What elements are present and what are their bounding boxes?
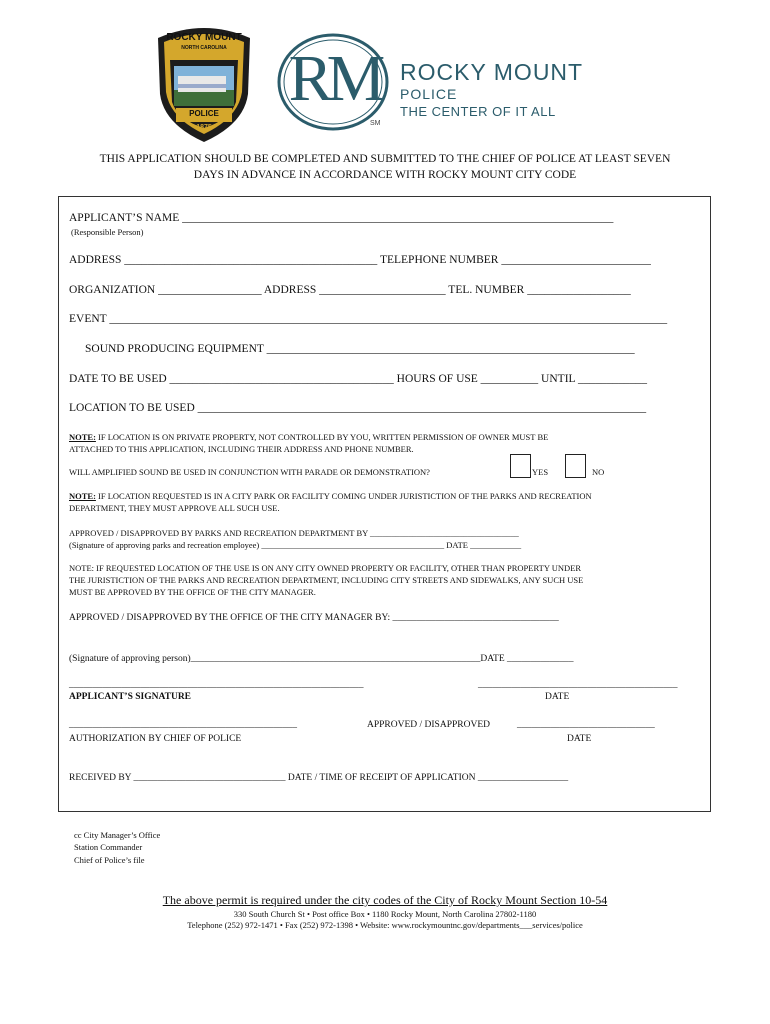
no-checkbox[interactable] [565,454,586,478]
note-city-property-line3: MUST BE APPROVED BY THE OFFICE OF THE CITY MANAGER. [69,587,316,597]
yes-checkbox[interactable] [510,454,531,478]
applicant-name-field[interactable]: APPLICANT’S NAME ___________________________________________________________________________ [69,212,614,224]
sound-equipment-field[interactable]: SOUND PRODUCING EQUIPMENT ________________________________________________________________ [85,343,635,355]
date-hours-field[interactable]: DATE TO BE USED _______________________________________ HOURS OF USE __________ UNTIL ____________ [69,373,647,385]
chief-authorization-label: AUTHORIZATION BY CHIEF OF POLICE [69,734,242,744]
note-city-property-line1: NOTE: IF REQUESTED LOCATION OF THE USE IS ON ANY CITY OWNED PROPERTY OR FACILITY, OTHER THAN PROPERTY UNDER [69,563,582,573]
chief-signature-line[interactable]: ________________________________________________ [69,720,297,730]
badge-state: NORTH CAROLINA [181,45,227,51]
brand-police: POLICE [400,86,458,102]
location-field[interactable]: LOCATION TO BE USED ______________________________________________________________________________ [69,402,647,414]
badge-year: 1875 [196,124,212,131]
city-manager-approval-field[interactable]: APPROVED / DISAPPROVED BY THE OFFICE OF THE CITY MANAGER BY: ___________________________________ [69,613,559,623]
parks-signature-field[interactable]: (Signature of approving parks and recreation employee) ___________________________________________ DATE ____________ [69,540,522,550]
instructions-line2: DAYS IN ADVANCE IN ACCORDANCE WITH ROCKY MOUNT CITY CODE [193,169,577,181]
rm-logo-letters: RM [288,42,380,115]
instructions [40,151,730,183]
brand-rocky-mount: ROCKY MOUNT [400,59,584,85]
approving-signature-field[interactable]: (Signature of approving person)_____________________________________________________________DATE ______________ [69,654,574,664]
cc-chief-file: Chief of Police’s file [74,855,145,865]
instructions-line1: THIS APPLICATION SHOULD BE COMPLETED AND SUBMITTED TO THE CHIEF OF POLICE AT LEAST SEVEN [99,153,671,165]
responsible-person-label: (Responsible Person) [71,227,144,237]
yes-label: YES [532,467,549,477]
no-label: NO [592,467,605,477]
cc-station-commander: Station Commander [74,842,143,852]
note-city-park-line2: DEPARTMENT, THEY MUST APPROVE ALL SUCH USE. [69,503,280,513]
footer-contact: Telephone (252) 972-1471 • Fax (252) 972-1398 • Website: www.rockymountnc.gov/departments___services/police [187,920,583,930]
brand-block [400,60,583,120]
amplified-sound-question: WILL AMPLIFIED SOUND BE USED IN CONJUNCTION WITH PARADE OR DEMONSTRATION? [69,467,430,477]
note-city-park-text: IF LOCATION REQUESTED IS IN A CITY PARK OR FACILITY COMING UNDER JURISTICTION OF THE PARKS AND RECREATION [95,491,592,501]
applicant-date-label: DATE [545,692,570,702]
note-city-property-line2: THE JURISTICTION OF THE PARKS AND RECREATION DEPARTMENT, INCLUDING CITY STREETS AND SIDEWALKS, ANY SUCH USE [69,575,584,585]
note-label: NOTE: [69,432,96,442]
badge-police-text: POLICE [189,109,219,118]
permit-statement: The above permit is required under the city codes of the City of Rocky Mount Section 10-54 [162,893,608,907]
note-city-park [69,491,592,501]
badge-title: ROCKY MOUNT [166,32,242,43]
event-field[interactable]: EVENT _________________________________________________________________________________________________ [69,313,668,325]
parks-approval-field[interactable]: APPROVED / DISAPPROVED BY PARKS AND RECREATION DEPARTMENT BY ___________________________________ [69,528,519,538]
received-by-field[interactable]: RECEIVED BY ________________________________ DATE / TIME OF RECEIPT OF APPLICATION ___________________ [69,773,569,783]
organization-field[interactable]: ORGANIZATION __________________ ADDRESS ______________________ TEL. NUMBER __________________ [69,284,631,296]
note-private-property-line2: ATTACHED TO THIS APPLICATION, INCLUDING THEIR ADDRESS AND PHONE NUMBER. [69,444,414,454]
approved-disapproved-label: APPROVED / DISAPPROVED [367,720,490,730]
note2-label: NOTE: [69,491,96,501]
chief-date-line[interactable]: _____________________________ [517,720,655,730]
brand-tagline: THE CENTER OF IT ALL [400,104,556,119]
service-mark: SM [370,120,381,127]
applicant-signature-label: APPLICANT’S SIGNATURE [69,692,192,702]
applicant-signature-line[interactable]: ______________________________________________________________ [69,680,364,690]
cc-city-manager: cc City Manager’s Office [74,830,161,840]
note-private-property [69,432,548,442]
footer-address: 330 South Church St • Post office Box • 1180 Rocky Mount, North Carolina 27802-1180 [233,909,537,919]
address-telephone-field[interactable]: ADDRESS ____________________________________________ TELEPHONE NUMBER __________________________ [69,254,651,266]
applicant-date-line[interactable]: __________________________________________ [478,680,678,690]
note-private-text: IF LOCATION IS ON PRIVATE PROPERTY, NOT CONTROLLED BY YOU, WRITTEN PERMISSION OF OWNER MUST BE [95,432,549,442]
chief-date-label: DATE [567,734,592,744]
